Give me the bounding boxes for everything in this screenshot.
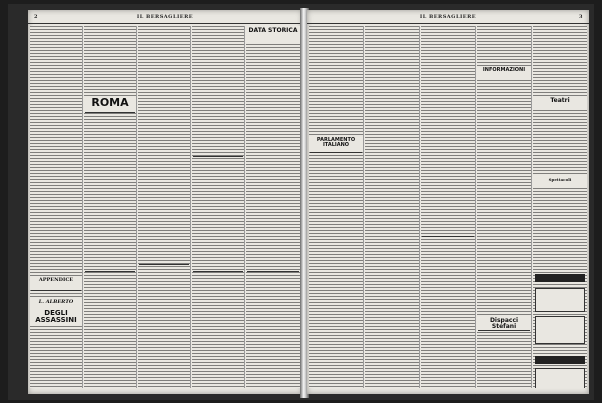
right-page-number: 3 bbox=[579, 14, 583, 20]
right-column-2 bbox=[365, 26, 420, 388]
right-column-4 bbox=[477, 26, 532, 388]
ad-banner-black-2 bbox=[535, 356, 585, 364]
left-page-number: 2 bbox=[34, 14, 38, 20]
right-column-3 bbox=[421, 26, 476, 388]
ad-box-2 bbox=[535, 316, 585, 344]
left-column-4 bbox=[192, 26, 245, 388]
right-masthead-title: IL BERSAGLIERE bbox=[419, 14, 477, 20]
left-newspaper-page bbox=[28, 10, 302, 394]
informazioni-heading: INFORMAZIONI bbox=[478, 68, 530, 73]
ad-box-1 bbox=[535, 288, 585, 312]
serial-author: L. ALBERTO bbox=[31, 300, 81, 305]
right-masthead bbox=[307, 13, 589, 24]
scanned-spread bbox=[8, 4, 594, 400]
appendix-rule bbox=[31, 290, 81, 291]
left-column-3 bbox=[138, 26, 191, 388]
left-column-5 bbox=[246, 26, 300, 388]
ad-banner-black bbox=[535, 274, 585, 282]
right-newspaper-page bbox=[307, 10, 589, 394]
teatri-heading: Teatri bbox=[534, 98, 586, 104]
serial-title: DEGLI ASSASSINI bbox=[31, 310, 81, 324]
ad-box-3 bbox=[535, 368, 585, 388]
roma-heading: ROMA bbox=[85, 97, 135, 108]
right-column-1 bbox=[309, 26, 364, 388]
spettacoli-heading: Spettacoli bbox=[534, 178, 586, 182]
data-storica-heading: DATA STORICA bbox=[248, 27, 298, 34]
left-column-1 bbox=[30, 26, 83, 388]
dispacci-heading: Dispacci Stefani bbox=[478, 318, 530, 330]
right-column-5 bbox=[533, 26, 587, 388]
left-column-2 bbox=[84, 26, 137, 388]
left-masthead-title: IL BERSAGLIERE bbox=[136, 14, 194, 20]
left-masthead bbox=[28, 13, 302, 24]
parlamento-heading: PARLAMENTO ITALIANO bbox=[310, 138, 362, 148]
appendix-heading: APPENDICE bbox=[31, 278, 81, 283]
